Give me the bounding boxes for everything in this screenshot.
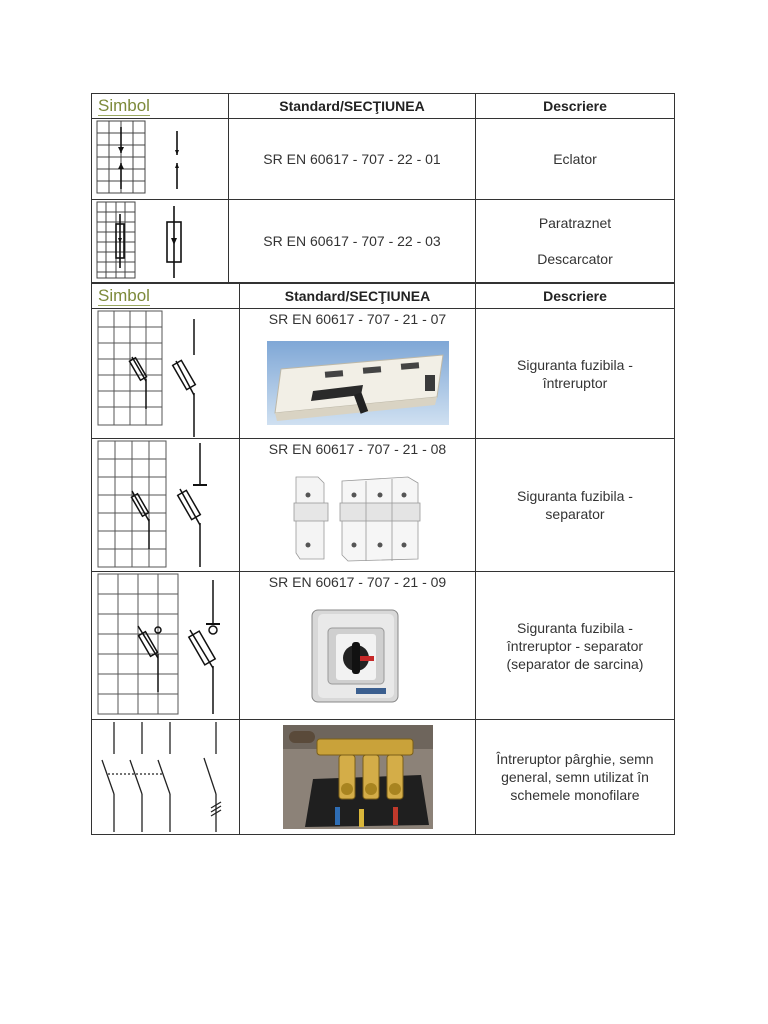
eclator-symbol-icon bbox=[92, 119, 229, 199]
description-cell: Paratraznet Descarcator bbox=[476, 200, 675, 283]
standard-cell: SR EN 60617 - 707 - 22 - 03 bbox=[229, 200, 476, 283]
header-standard: Standard/SECŢIUNEA bbox=[229, 94, 476, 119]
fuse-switch-disconnector-symbol-icon bbox=[92, 572, 240, 719]
description-cell: Siguranta fuzibila - întreruptor bbox=[476, 309, 675, 439]
fuse-disconnector-symbol-icon bbox=[92, 439, 240, 571]
symbol-lever-switch bbox=[92, 720, 240, 835]
standard-cell bbox=[240, 309, 476, 439]
table-row bbox=[92, 572, 675, 720]
symbol-fuse-disconnector bbox=[92, 439, 240, 572]
switch-disconnector-box-photo bbox=[308, 604, 408, 708]
header-simbol: Simbol bbox=[92, 94, 229, 119]
fuse-switch-photo bbox=[267, 341, 449, 425]
header-descriere: Descriere bbox=[476, 94, 675, 119]
symbol-fuse-switch-disconnector bbox=[92, 572, 240, 720]
table-row bbox=[92, 720, 675, 835]
table-row bbox=[92, 439, 675, 572]
symbol-paratraznet bbox=[92, 200, 229, 283]
table-header-row bbox=[92, 284, 675, 309]
lever-switch-photo bbox=[283, 725, 433, 829]
standard-code: SR EN 60617 - 707 - 21 - 09 bbox=[268, 574, 447, 590]
standard-code: SR EN 60617 - 707 - 21 - 07 bbox=[268, 311, 447, 327]
standard-cell bbox=[240, 720, 476, 835]
header-standard: Standard/SECŢIUNEA bbox=[240, 284, 476, 309]
description-cell: Eclator bbox=[476, 119, 675, 200]
description-cell: Siguranta fuzibila - întreruptor - separator (separator de sarcina) bbox=[476, 572, 675, 720]
header-descriere: Descriere bbox=[476, 284, 675, 309]
standard-cell: SR EN 60617 - 707 - 22 - 01 bbox=[229, 119, 476, 200]
table-row bbox=[92, 200, 675, 283]
table-header-row bbox=[92, 94, 675, 119]
symbols-table-1 bbox=[91, 93, 675, 283]
table-row bbox=[92, 119, 675, 200]
standard-cell bbox=[240, 439, 476, 572]
standard-cell bbox=[240, 572, 476, 720]
symbols-table-2 bbox=[91, 283, 675, 835]
header-simbol: Simbol bbox=[92, 284, 240, 309]
description-cell: Întreruptor pârghie, semn general, semn utilizat în schemele monofilare bbox=[476, 720, 675, 835]
symbol-fuse-switch bbox=[92, 309, 240, 439]
standard-code: SR EN 60617 - 707 - 21 - 08 bbox=[268, 441, 447, 457]
symbol-eclator bbox=[92, 119, 229, 200]
fuse-switch-symbol-icon bbox=[92, 309, 240, 438]
surge-arrester-symbol-icon bbox=[92, 200, 229, 282]
table-row bbox=[92, 309, 675, 439]
fuse-disconnector-photo bbox=[290, 473, 426, 563]
lever-switch-symbol-icon bbox=[92, 720, 240, 834]
description-cell: Siguranta fuzibila - separator bbox=[476, 439, 675, 572]
